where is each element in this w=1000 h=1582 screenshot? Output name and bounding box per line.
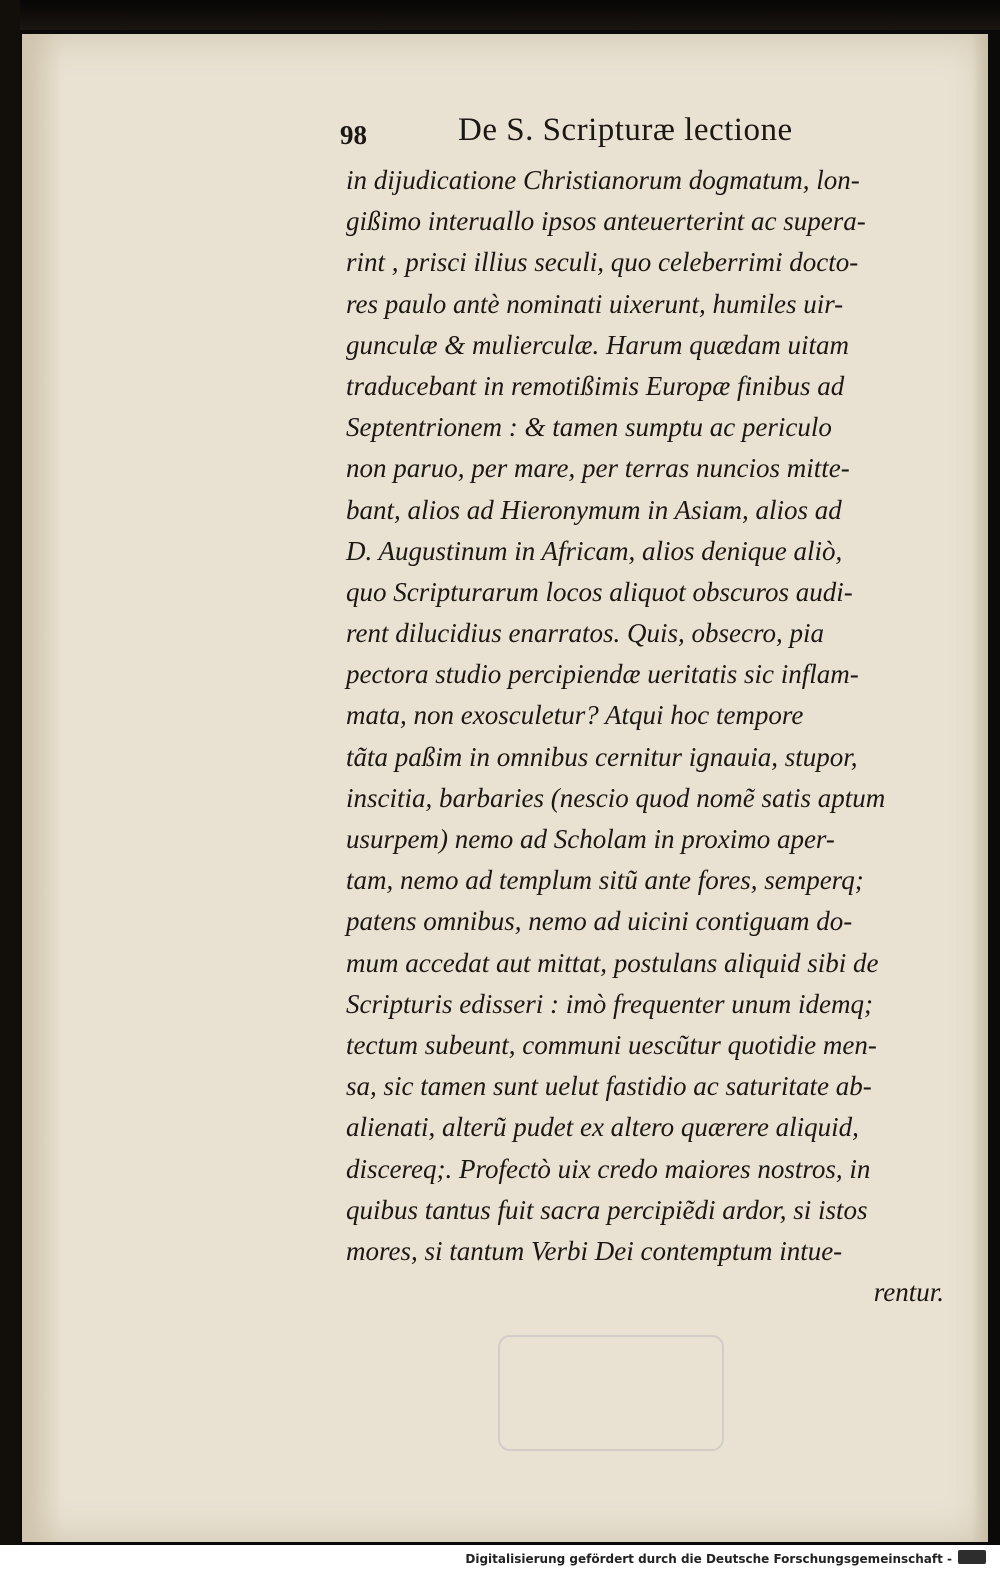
text-line: mores, si tantum Verbi Dei contemptum intue- xyxy=(346,1235,843,1266)
text-line: non paruo, per mare, per terras nuncios mitte- xyxy=(346,453,850,484)
text-line: gunculæ & mulierculæ. Harum quædam uitam xyxy=(346,329,849,360)
text-line: Septentrionem : & tamen sumptu ac periculo xyxy=(346,412,832,443)
page-edge-shadow xyxy=(972,34,988,1542)
text-line: rent dilucidius enarratos. Quis, obsecro, pia xyxy=(346,618,824,649)
text-line: tãta paßim in omnibus cernitur ignauia, stupor, xyxy=(346,741,858,772)
body-text xyxy=(346,160,950,1313)
text-line: bant, alios ad Hieronymum in Asiam, alios ad xyxy=(346,494,842,525)
text-line: tam, nemo ad templum sitũ ante fores, semperq; xyxy=(346,865,864,896)
text-line: res paulo antè nominati uixerunt, humiles uir- xyxy=(346,288,844,319)
text-line: rint , prisci illius seculi, quo celeberrimi docto- xyxy=(346,247,859,278)
text-line: tectum subeunt, communi uescũtur quotidie men- xyxy=(346,1029,877,1060)
text-line: patens omnibus, nemo ad uicini contiguam do- xyxy=(346,906,853,937)
running-head: De S. Scripturæ lectione xyxy=(458,112,793,148)
text-line: sa, sic tamen sunt uelut fastidio ac saturitate ab- xyxy=(346,1071,872,1102)
library-stamp xyxy=(498,1335,724,1451)
page-header xyxy=(340,112,900,156)
page-number: 98 xyxy=(340,120,367,150)
scan-background-left xyxy=(0,0,20,1545)
text-line: in dijudicatione Christianorum dogmatum, lon- xyxy=(346,165,860,195)
scan-background-top xyxy=(0,0,1000,30)
text-line: Scripturis edisseri : imò frequenter unum idemq; xyxy=(346,988,873,1019)
text-line-last: rentur. xyxy=(873,1277,944,1308)
dfg-credit: Digitalisierung gefördert durch die Deutsche Forschungsgemeinschaft - xyxy=(465,1552,952,1566)
text-line: usurpem) nemo ad Scholam in proximo aper- xyxy=(346,824,835,854)
text-line: mum accedat aut mittat, postulans aliquid sibi de xyxy=(346,947,879,978)
text-line: inscitia, barbaries (nescio quod nomẽ satis aptum xyxy=(346,782,886,813)
text-line: gißimo interuallo ipsos anteuerterint ac supera- xyxy=(346,206,866,237)
dfg-logo xyxy=(958,1550,986,1564)
text-line: D. Augustinum in Africam, alios denique aliò, xyxy=(346,535,843,566)
text-line: alienati, alterũ pudet ex altero quærere aliquid, xyxy=(346,1112,859,1143)
text-line: pectora studio percipiendæ ueritatis sic inflam- xyxy=(346,659,859,690)
text-line: quibus tantus fuit sacra percipiẽdi ardor, si istos xyxy=(346,1194,868,1225)
text-line: discereq;. Profectò uix credo maiores nostros, in xyxy=(346,1153,871,1184)
text-line: traducebant in remotißimis Europæ finibus ad xyxy=(346,370,845,401)
page-gutter-shadow xyxy=(22,34,62,1542)
text-line: mata, non exosculetur? Atqui hoc tempore xyxy=(346,700,804,731)
text-line: quo Scripturarum locos aliquot obscuros audi- xyxy=(346,576,853,607)
